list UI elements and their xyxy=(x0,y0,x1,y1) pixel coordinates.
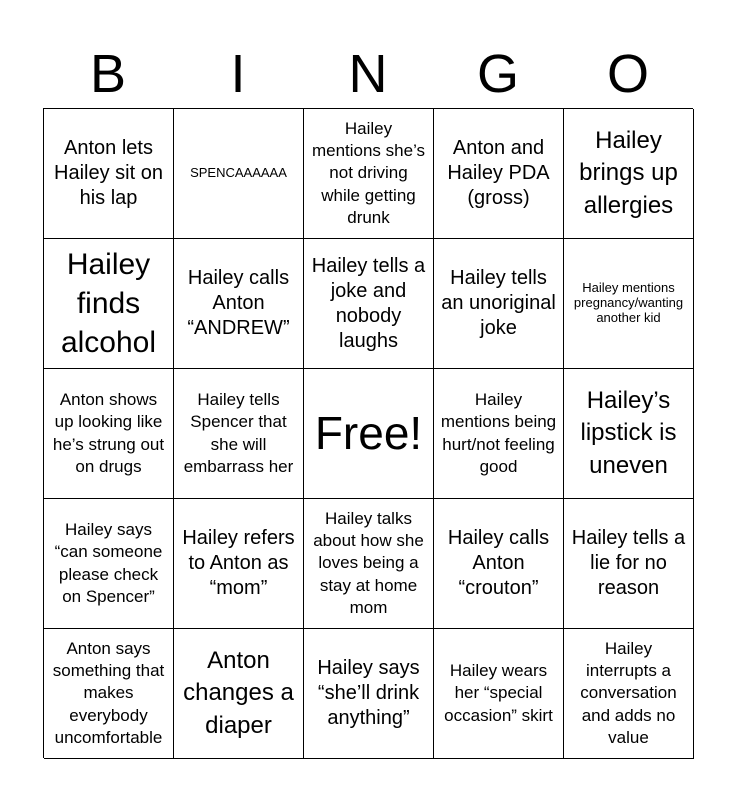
bingo-cell-r1c4[interactable]: Anton and Hailey PDA (gross) xyxy=(434,109,564,239)
bingo-cell-r3c5[interactable]: Hailey’s lipstick is uneven xyxy=(564,369,694,499)
header-letter-n: N xyxy=(348,44,388,104)
bingo-cell-r4c5[interactable]: Hailey tells a lie for no reason xyxy=(564,499,694,629)
bingo-cell-r1c3[interactable]: Hailey mentions she’s not driving while getting drunk xyxy=(304,109,434,239)
header-letter-i: I xyxy=(230,44,246,104)
bingo-cell-r4c4[interactable]: Hailey calls Anton “crouton” xyxy=(434,499,564,629)
bingo-cell-r1c5[interactable]: Hailey brings up allergies xyxy=(564,109,694,239)
bingo-cell-r5c5[interactable]: Hailey interrupts a conversation and adds no value xyxy=(564,629,694,759)
bingo-cell-r2c5[interactable]: Hailey mentions pregnancy/wanting another kid xyxy=(564,239,694,369)
bingo-cell-r1c2[interactable]: SPENCAAAAAA xyxy=(174,109,304,239)
bingo-cell-r5c1[interactable]: Anton says something that makes everybody uncomfortable xyxy=(44,629,174,759)
bingo-cell-r5c3[interactable]: Hailey says “she’ll drink anything” xyxy=(304,629,434,759)
bingo-cell-r2c3[interactable]: Hailey tells a joke and nobody laughs xyxy=(304,239,434,369)
bingo-grid xyxy=(43,108,693,758)
bingo-cell-r5c2[interactable]: Anton changes a diaper xyxy=(174,629,304,759)
header-letter-g: G xyxy=(476,44,519,104)
bingo-cell-r2c2[interactable]: Hailey calls Anton “ANDREW” xyxy=(174,239,304,369)
bingo-cell-free[interactable]: Free! xyxy=(304,369,434,499)
bingo-cell-r3c2[interactable]: Hailey tells Spencer that she will embarrass her xyxy=(174,369,304,499)
bingo-cell-r3c4[interactable]: Hailey mentions being hurt/not feeling good xyxy=(434,369,564,499)
header-letter-b: B xyxy=(89,44,127,104)
bingo-cell-r2c1[interactable]: Hailey finds alcohol xyxy=(44,239,174,369)
bingo-cell-r4c1[interactable]: Hailey says “can someone please check on Spencer” xyxy=(44,499,174,629)
bingo-cell-r1c1[interactable]: Anton lets Hailey sit on his lap xyxy=(44,109,174,239)
bingo-cell-r3c1[interactable]: Anton shows up looking like he’s strung out on drugs xyxy=(44,369,174,499)
bingo-cell-r2c4[interactable]: Hailey tells an unoriginal joke xyxy=(434,239,564,369)
header-letter-o: O xyxy=(606,44,649,104)
bingo-cell-r4c2[interactable]: Hailey refers to Anton as “mom” xyxy=(174,499,304,629)
bingo-cell-r4c3[interactable]: Hailey talks about how she loves being a stay at home mom xyxy=(304,499,434,629)
bingo-header xyxy=(43,40,693,108)
bingo-cell-r5c4[interactable]: Hailey wears her “special occasion” skirt xyxy=(434,629,564,759)
